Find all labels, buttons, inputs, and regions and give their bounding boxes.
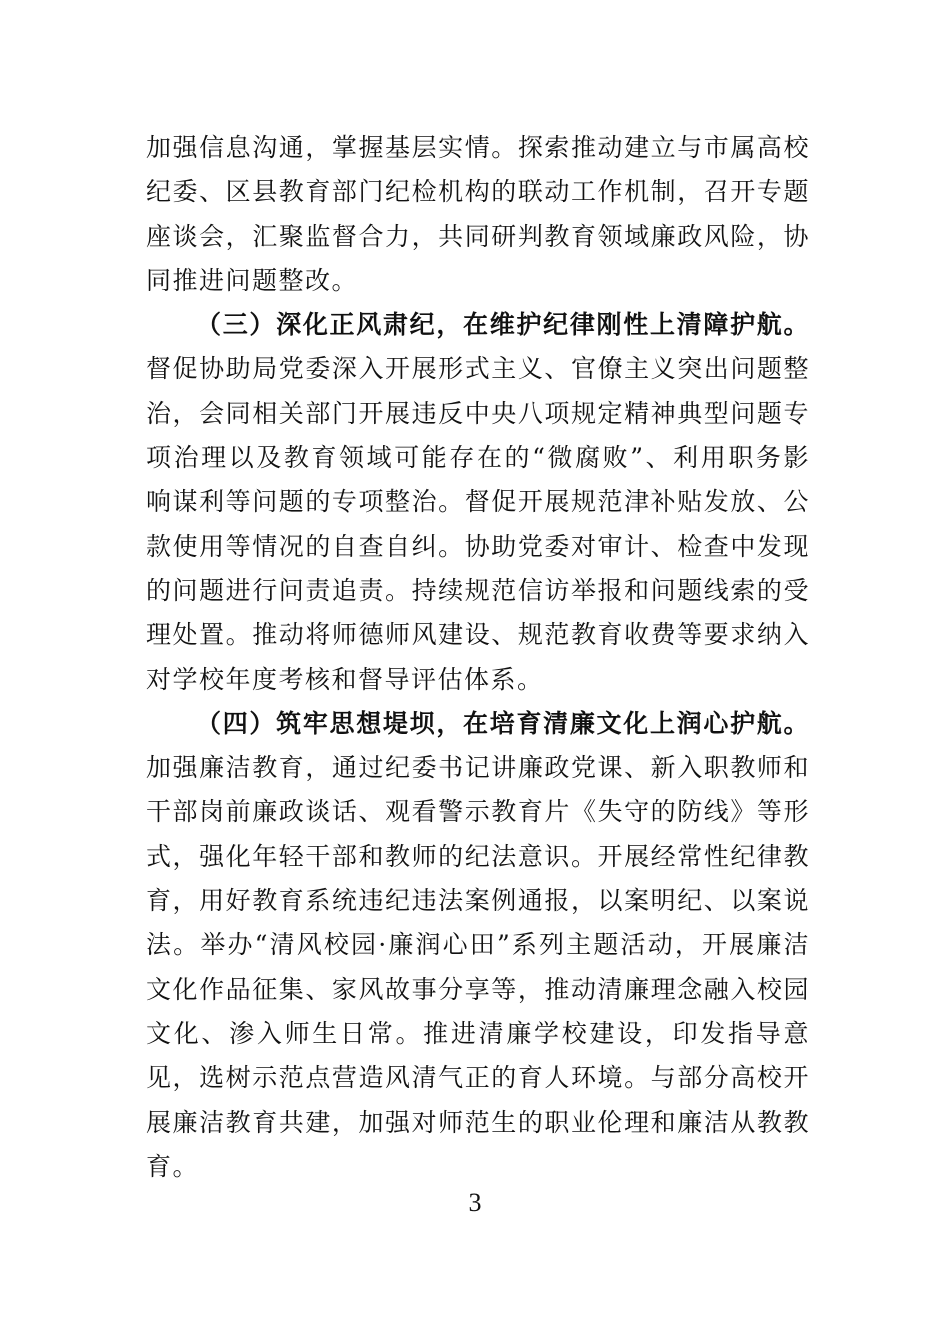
paragraph-text: 加强廉洁教育，通过纪委书记讲廉政党课、新入职教师和干部岗前廉政谈话、观看警示教育片《失守的防线》等形式，强化年轻干部和教师的纪法意识。开展经常性纪律教育，用好教育系统违纪违法案例通报，以案明纪、以案说法。举办“清风校园·廉润心田”系列主题活动，开展廉洁文化作品征集、家风故事分享等，推动清廉理念融入校园文化、渗入师生日常。推进清廉学校建设，印发指导意见，选树示范点营造风清气正的育人环境。与部分高校开展廉洁教育共建，加强对师范生的职业伦理和廉洁从教教育。 xyxy=(146,753,810,1181)
body-text xyxy=(146,126,810,1189)
section-heading-3: （三）深化正风肃纪，在维护纪律刚性上清障护航。 xyxy=(196,310,810,340)
paragraph-section-3 xyxy=(146,303,810,702)
paragraph-text: 督促协助局党委深入开展形式主义、官僚主义突出问题整治，会同相关部门开展违反中央八项规定精神典型问题专项治理以及教育领域可能存在的“微腐败”、利用职务影响谋利等问题的专项整治。督促开展规范津补贴发放、公款使用等情况的自查自纠。协助党委对审计、检查中发现的问题进行问责追责。持续规范信访举报和问题线索的受理处置。推动将师德师风建设、规范教育收费等要求纳入对学校年度考核和督导评估体系。 xyxy=(146,354,810,694)
section-heading-4: （四）筑牢思想堤坝，在培育清廉文化上润心护航。 xyxy=(196,708,810,738)
paragraph-section-4 xyxy=(146,702,810,1189)
paragraph-continuation xyxy=(146,126,810,303)
paragraph-text: 加强信息沟通，掌握基层实情。探索推动建立与市属高校纪委、区县教育部门纪检机构的联动工作机制，召开专题座谈会，汇聚监督合力，共同研判教育领域廉政风险，协同推进问题整改。 xyxy=(146,133,810,295)
page-number: 3 xyxy=(468,1188,482,1217)
